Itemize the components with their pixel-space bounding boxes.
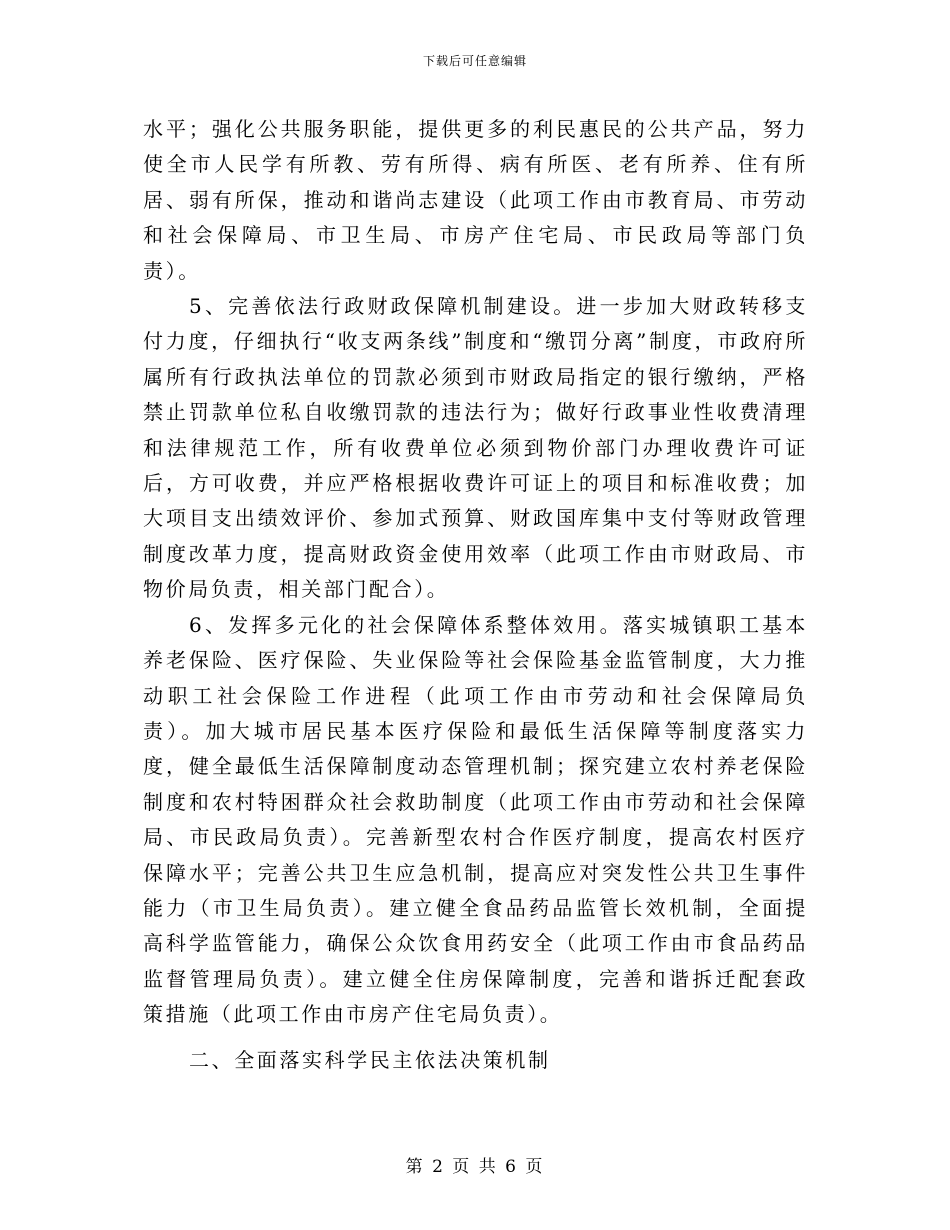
document-body [143, 112, 808, 1078]
paragraph-item-5: 5、完善依法行政财政保障机制建设。进一步加大财政转移支付力度，仔细执行“收支两条线”制度和“缴罚分离”制度，市政府所属所有行政执法单位的罚款必须到市财政局指定的银行缴纳，严格禁止罚款单位私自收缴罚款的违法行为；做好行政事业性收费清理和法律规范工作，所有收费单位必须到物价部门办理收费许可证后，方可收费，并应严格根据收费许可证上的项目和标准收费；加大项目支出绩效评价、参加式预算、财政国库集中支付等财政管理制度改革力度，提高财政资金使用效率（此项工作由市财政局、市物价局负责，相关部门配合）。 [143, 294, 808, 602]
paragraph-item-6: 6、发挥多元化的社会保障体系整体效用。落实城镇职工基本养老保险、医疗保险、失业保险等社会保险基金监管制度，大力推动职工社会保险工作进程（此项工作由市劳动和社会保障局负责）。加大城市居民基本医疗保险和最低生活保障等制度落实力度，健全最低生活保障制度动态管理机制；探究建立农村养老保险制度和农村特困群众社会救助制度（此项工作由市劳动和社会保障局、市民政局负责）。完善新型农村合作医疗制度，提高农村医疗保障水平；完善公共卫生应急机制，提高应对突发性公共卫生事件能力（市卫生局负责）。建立健全食品药品监管长效机制，全面提高科学监管能力，确保公众饮食用药安全（此项工作由市食品药品监督管理局负责）。建立健全住房保障制度，完善和谐拆迁配套政策措施（此项工作由市房产住宅局负责）。 [143, 612, 808, 1027]
page-number-footer: 第 2 页 共 6 页 [405, 1157, 545, 1177]
page-header: 下载后可任意编辑 [422, 54, 527, 68]
section-heading: 二、全面落实科学民主依法决策机制 [189, 1047, 551, 1072]
paragraph-continued: 水平；强化公共服务职能，提供更多的利民惠民的公共产品，努力使全市人民学有所教、劳有所得、病有所医、老有所养、住有所居、弱有所保，推动和谐尚志建设（此项工作由市教育局、市劳动和社会保障局、市卫生局、市房产住宅局、市民政局等部门负责）。 [143, 117, 808, 283]
